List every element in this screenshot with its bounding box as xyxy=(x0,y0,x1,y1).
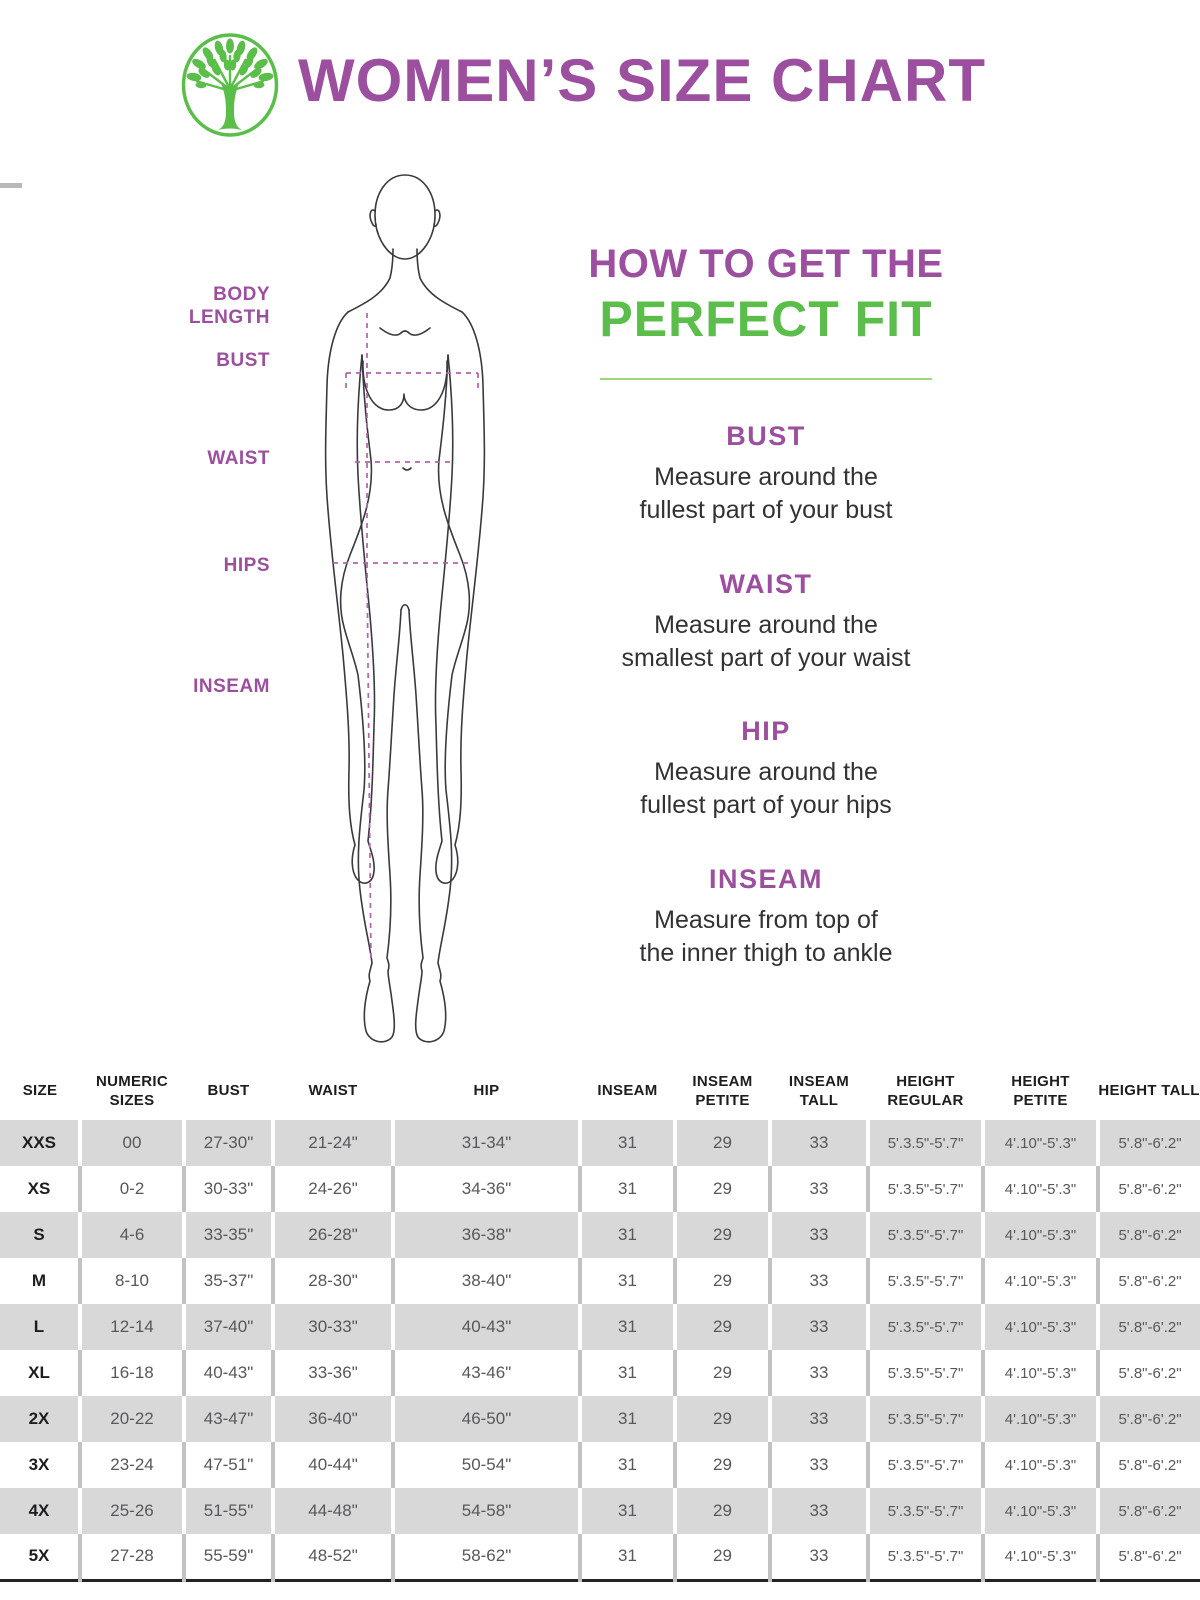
table-cell: 26-28" xyxy=(273,1212,393,1258)
table-cell: 54-58" xyxy=(393,1488,580,1534)
table-row xyxy=(0,1534,1200,1580)
table-cell: 29 xyxy=(675,1534,770,1580)
table-cell: 4'.10"-5'.3" xyxy=(983,1396,1098,1442)
table-cell: 27-28 xyxy=(80,1534,184,1580)
table-cell: 31 xyxy=(580,1166,675,1212)
column-header: HIP xyxy=(473,1082,500,1100)
table-cell: 28-30" xyxy=(273,1258,393,1304)
table-cell: 5'.8"-6'.2" xyxy=(1098,1120,1200,1166)
table-cell: 43-46" xyxy=(393,1350,580,1396)
size-table-header xyxy=(0,1063,1200,1120)
table-cell: 5'.3.5"-5'.7" xyxy=(868,1166,983,1212)
table-cell: 31 xyxy=(580,1120,675,1166)
table-cell: 23-24 xyxy=(80,1442,184,1488)
fit-section-waist xyxy=(566,569,966,676)
figure-navel xyxy=(403,468,411,470)
table-cell: 4'.10"-5'.3" xyxy=(983,1258,1098,1304)
table-cell: 29 xyxy=(675,1350,770,1396)
label-hips: HIPS xyxy=(223,555,270,576)
table-row xyxy=(0,1166,1200,1212)
fit-section-text xyxy=(566,756,966,823)
table-cell: 43-47" xyxy=(184,1396,273,1442)
table-cell: 48-52" xyxy=(273,1534,393,1580)
fit-text-line: fullest part of your bust xyxy=(639,496,893,525)
table-cell: 31 xyxy=(580,1488,675,1534)
table-cell: 29 xyxy=(675,1120,770,1166)
table-cell: 30-33" xyxy=(273,1304,393,1350)
fit-guide xyxy=(566,242,966,970)
table-row xyxy=(0,1350,1200,1396)
column-header: BUST xyxy=(207,1082,250,1100)
size-cell: XXS xyxy=(21,1133,57,1152)
fit-section-heading: WAIST xyxy=(719,568,813,599)
table-cell: 4'.10"-5'.3" xyxy=(983,1120,1098,1166)
table-cell: 29 xyxy=(675,1258,770,1304)
table-cell: 5'.3.5"-5'.7" xyxy=(868,1258,983,1304)
table-cell: 5'.3.5"-5'.7" xyxy=(868,1350,983,1396)
table-cell: 33 xyxy=(770,1166,868,1212)
fit-section-text xyxy=(566,609,966,676)
table-cell: 5'.8"-6'.2" xyxy=(1098,1304,1200,1350)
fit-section-text xyxy=(566,904,966,971)
table-cell: 5'.8"-6'.2" xyxy=(1098,1442,1200,1488)
table-cell: 4'.10"-5'.3" xyxy=(983,1534,1098,1580)
table-cell: 00 xyxy=(80,1120,184,1166)
table-cell: 5'.3.5"-5'.7" xyxy=(868,1442,983,1488)
label-bust: BUST xyxy=(216,350,270,371)
size-cell: XL xyxy=(28,1363,50,1382)
figure-neck-right xyxy=(417,249,462,312)
table-cell: 5'.8"-6'.2" xyxy=(1098,1488,1200,1534)
figure-arm-right xyxy=(435,312,484,883)
table-row xyxy=(0,1304,1200,1350)
table-cell: 4'.10"-5'.3" xyxy=(983,1488,1098,1534)
table-cell: 58-62" xyxy=(393,1534,580,1580)
table-cell: 5'.8"-6'.2" xyxy=(1098,1166,1200,1212)
table-cell: 33 xyxy=(770,1396,868,1442)
fit-text-line: Measure around the xyxy=(654,758,878,786)
fit-section-heading: BUST xyxy=(726,421,806,451)
table-cell: 16-18 xyxy=(80,1350,184,1396)
table-cell: 5'.3.5"-5'.7" xyxy=(868,1304,983,1350)
table-cell: 40-44" xyxy=(273,1442,393,1488)
table-cell: 29 xyxy=(675,1396,770,1442)
table-cell: 33 xyxy=(770,1258,868,1304)
table-cell: 36-38" xyxy=(393,1212,580,1258)
table-cell: 31 xyxy=(580,1212,675,1258)
table-cell: 5'.8"-6'.2" xyxy=(1098,1396,1200,1442)
table-cell: 27-30" xyxy=(184,1120,273,1166)
table-cell: 47-51" xyxy=(184,1442,273,1488)
table-cell: 30-33" xyxy=(184,1166,273,1212)
table-cell: 37-40" xyxy=(184,1304,273,1350)
fit-section-hip xyxy=(566,716,966,823)
body-figure-diagram xyxy=(300,165,520,1050)
figure-neck-left xyxy=(348,249,393,312)
fit-section-bust xyxy=(566,421,966,528)
size-cell: 2X xyxy=(28,1409,50,1428)
table-cell: 33-36" xyxy=(273,1350,393,1396)
table-cell: 25-26 xyxy=(80,1488,184,1534)
table-cell: 5'.3.5"-5'.7" xyxy=(868,1212,983,1258)
table-cell: 29 xyxy=(675,1304,770,1350)
table-cell: 0-2 xyxy=(80,1166,184,1212)
table-cell: 5'.8"-6'.2" xyxy=(1098,1350,1200,1396)
table-cell: 33 xyxy=(770,1212,868,1258)
table-cell: 29 xyxy=(675,1488,770,1534)
table-cell: 4'.10"-5'.3" xyxy=(983,1304,1098,1350)
logo-tree xyxy=(186,39,274,131)
label-waist: WAIST xyxy=(207,448,270,469)
table-cell: 46-50" xyxy=(393,1396,580,1442)
size-cell: 4X xyxy=(28,1501,50,1520)
size-cell: L xyxy=(33,1317,45,1336)
column-header: SIZE xyxy=(22,1082,58,1100)
table-row xyxy=(0,1212,1200,1258)
table-cell: 31 xyxy=(580,1258,675,1304)
table-cell: 44-48" xyxy=(273,1488,393,1534)
table-cell: 35-37" xyxy=(184,1258,273,1304)
fit-text-line: the inner thigh to ankle xyxy=(639,938,893,967)
fit-text-line: Measure from top of xyxy=(654,905,878,934)
table-cell: 5'.3.5"-5'.7" xyxy=(868,1488,983,1534)
label-inseam: INSEAM xyxy=(193,676,270,697)
fit-guide-divider xyxy=(600,378,932,380)
table-cell: 31 xyxy=(580,1304,675,1350)
column-header: WAIST xyxy=(308,1082,358,1100)
column-header: INSEAM xyxy=(597,1082,658,1100)
left-edge-tick xyxy=(0,183,22,188)
table-cell: 5'.3.5"-5'.7" xyxy=(868,1120,983,1166)
table-row xyxy=(0,1120,1200,1166)
table-row xyxy=(0,1488,1200,1534)
table-cell: 38-40" xyxy=(393,1258,580,1304)
table-row xyxy=(0,1258,1200,1304)
table-cell: 31-34" xyxy=(393,1120,580,1166)
page-title: WOMEN’S SIZE CHART xyxy=(298,47,986,114)
table-cell: 36-40" xyxy=(273,1396,393,1442)
table-cell: 31 xyxy=(580,1350,675,1396)
fit-guide-title-line2: PERFECT FIT xyxy=(599,291,933,347)
table-cell: 4'.10"-5'.3" xyxy=(983,1166,1098,1212)
table-cell: 4'.10"-5'.3" xyxy=(983,1212,1098,1258)
body-length-inseam-line xyxy=(367,313,371,960)
fit-text-line: fullest part of your hips xyxy=(640,791,892,820)
table-cell: 31 xyxy=(580,1534,675,1580)
column-header: HEIGHT REGULAR xyxy=(887,1072,964,1109)
table-cell: 40-43" xyxy=(393,1304,580,1350)
table-cell: 5'.8"-6'.2" xyxy=(1098,1258,1200,1304)
column-header: INSEAM TALL xyxy=(788,1072,850,1109)
fit-text-line: Measure around the xyxy=(654,463,878,491)
table-cell: 4'.10"-5'.3" xyxy=(983,1350,1098,1396)
fit-section-text xyxy=(566,461,966,528)
size-cell: 5X xyxy=(28,1546,50,1566)
size-cell: 3X xyxy=(28,1455,50,1474)
table-cell: 5'.3.5"-5'.7" xyxy=(868,1396,983,1442)
table-cell: 33 xyxy=(770,1534,868,1580)
table-cell: 29 xyxy=(675,1442,770,1488)
table-cell: 31 xyxy=(580,1396,675,1442)
table-cell: 34-36" xyxy=(393,1166,580,1212)
fit-guide-title-line1: HOW TO GET THE xyxy=(588,242,944,286)
size-cell: S xyxy=(33,1225,45,1244)
table-cell: 33 xyxy=(770,1120,868,1166)
fit-section-heading: HIP xyxy=(741,716,791,746)
fit-text-line: smallest part of your waist xyxy=(621,643,911,672)
tree-logo xyxy=(180,32,280,138)
figure-torso-leg-left xyxy=(341,355,401,1042)
table-cell: 29 xyxy=(675,1166,770,1212)
label-body-length: BODY LENGTH xyxy=(188,284,270,328)
table-cell: 4'.10"-5'.3" xyxy=(983,1442,1098,1488)
fit-section-heading: INSEAM xyxy=(708,863,823,894)
table-cell: 33 xyxy=(770,1488,868,1534)
figure-torso-leg-right xyxy=(409,355,469,1042)
table-row xyxy=(0,1442,1200,1488)
figure-head xyxy=(375,175,435,259)
figure-crotch xyxy=(401,605,409,610)
table-cell: 4-6 xyxy=(80,1212,184,1258)
table-cell: 33 xyxy=(770,1350,868,1396)
table-cell: 8-10 xyxy=(80,1258,184,1304)
table-cell: 40-43" xyxy=(184,1350,273,1396)
size-cell: XS xyxy=(27,1179,51,1198)
table-cell: 50-54" xyxy=(393,1442,580,1488)
table-cell: 20-22 xyxy=(80,1396,184,1442)
table-cell: 33 xyxy=(770,1442,868,1488)
table-cell: 5'.8"-6'.2" xyxy=(1098,1212,1200,1258)
table-cell: 21-24" xyxy=(273,1120,393,1166)
column-header: INSEAM PETITE xyxy=(692,1072,753,1109)
table-cell: 55-59" xyxy=(184,1534,273,1580)
size-cell: M xyxy=(31,1271,47,1290)
table-cell: 29 xyxy=(675,1212,770,1258)
table-cell: 51-55" xyxy=(184,1488,273,1534)
table-cell: 5'.3.5"-5'.7" xyxy=(868,1534,983,1580)
table-cell: 33 xyxy=(770,1304,868,1350)
figure-bust-curves xyxy=(363,361,447,410)
fit-section-inseam xyxy=(566,864,966,971)
table-cell: 5'.8"-6'.2" xyxy=(1098,1534,1200,1580)
body-figure-illustration xyxy=(300,165,520,1050)
fit-text-line: Measure around the xyxy=(654,610,878,639)
column-header: NUMERIC SIZES xyxy=(95,1072,169,1109)
table-cell: 24-26" xyxy=(273,1166,393,1212)
figure-collarbone xyxy=(380,328,430,335)
size-table xyxy=(0,1063,1200,1582)
table-cell: 12-14 xyxy=(80,1304,184,1350)
column-header: HEIGHT PETITE xyxy=(1011,1072,1070,1109)
table-row xyxy=(0,1396,1200,1442)
table-cell: 31 xyxy=(580,1442,675,1488)
column-header: HEIGHT TALL xyxy=(1098,1082,1200,1100)
table-cell: 33-35" xyxy=(184,1212,273,1258)
